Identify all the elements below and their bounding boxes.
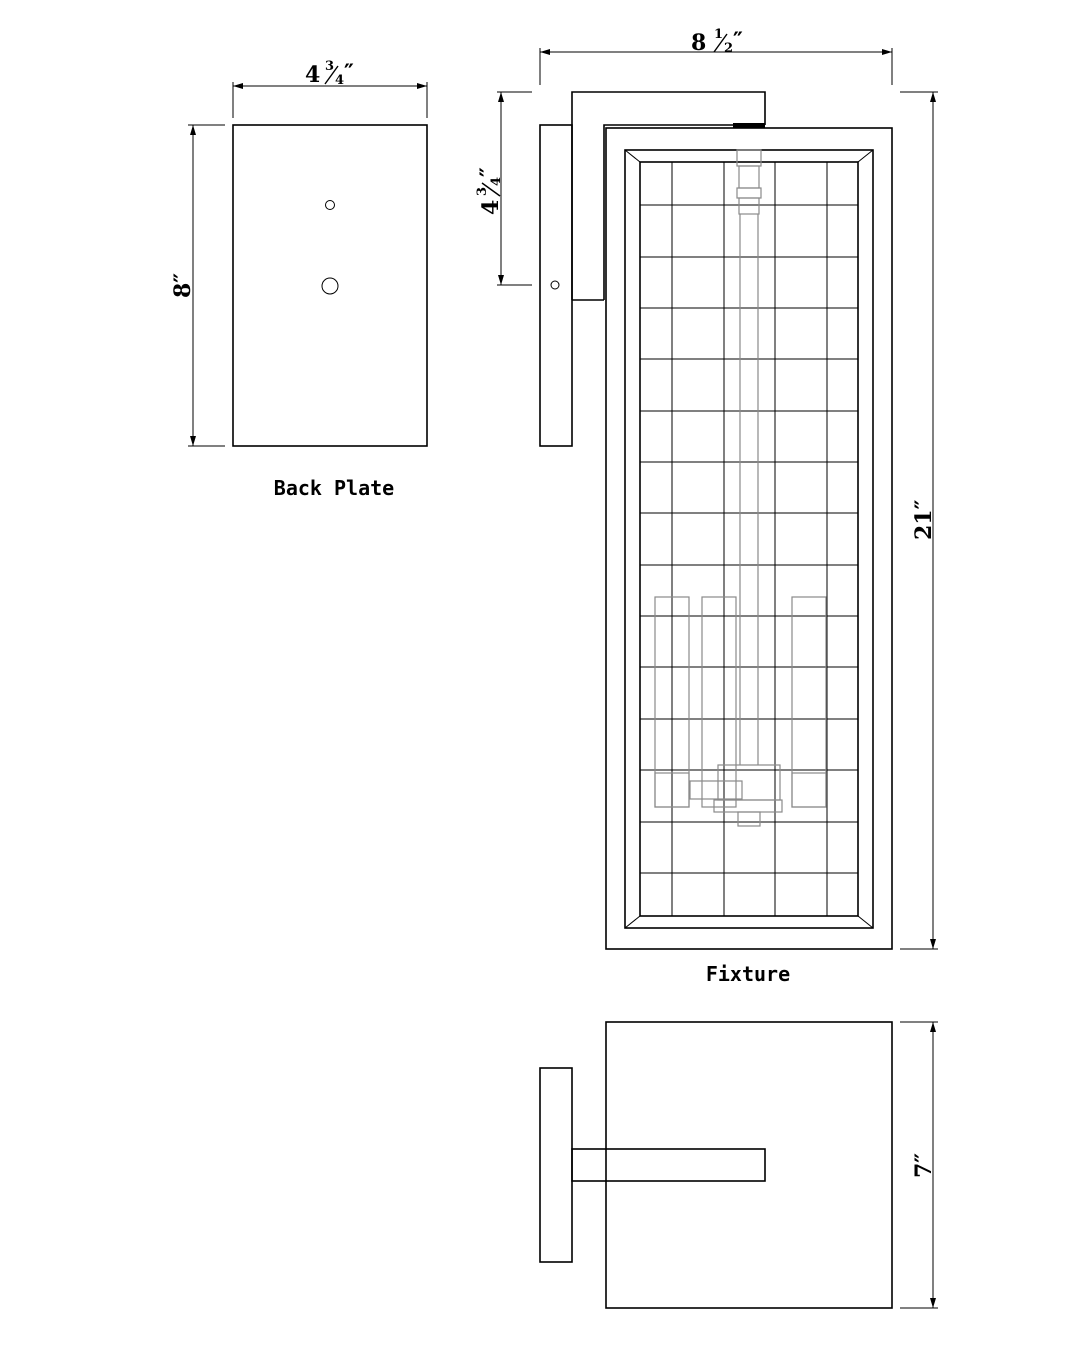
fixture-caption: Fixture [705,962,791,986]
fixture-width-whole: 8 [691,30,707,56]
fixture-width-unit: ″ [733,28,743,54]
arm-height-dimension [475,92,532,285]
fixture-height-dimension [900,92,938,949]
back-plate-height-label: 8″ [170,272,196,298]
depth-dimension [900,1022,938,1308]
back-plate-height-dimension [170,125,225,446]
top-view-lantern [606,1022,892,1308]
top-view-wall-plate [540,1068,572,1262]
fixture-width-den: 2 [724,41,734,56]
top-view [540,1022,938,1308]
depth-label: 7″ [911,1152,937,1178]
back-plate-outline [233,125,427,446]
fixture-height-label: 21″ [911,499,937,540]
back-plate-caption: Back Plate [273,476,395,500]
fixture-bevel-outer [625,150,873,928]
mounting-hole-large [322,278,338,294]
back-plate-width-dimension [233,59,427,118]
arm-height-den: 4 [489,176,504,186]
glass-grid [640,162,858,916]
wall-plate-side [540,125,572,446]
top-view-arm [572,1149,765,1181]
arm-height-num: 3 [475,186,490,196]
fixture-bevel-inner [640,162,858,916]
arm-outline-inner [604,125,765,300]
back-plate-width-whole: 4 [305,62,321,88]
fixture-width-dimension [540,27,892,85]
back-plate-view [170,59,427,500]
arm-height-whole: 4 [478,199,504,215]
arm-height-unit: ″ [476,167,502,177]
back-plate-width-num: 3 [325,59,335,74]
mounting-hole-small [326,201,335,210]
fixture-view [475,27,938,986]
back-plate-width-den: 4 [335,73,345,88]
back-plate-width-unit: ″ [344,60,354,86]
wall-plate-hole [551,281,559,289]
fixture-width-num: 1 [714,27,724,42]
candle-cluster [655,150,826,826]
